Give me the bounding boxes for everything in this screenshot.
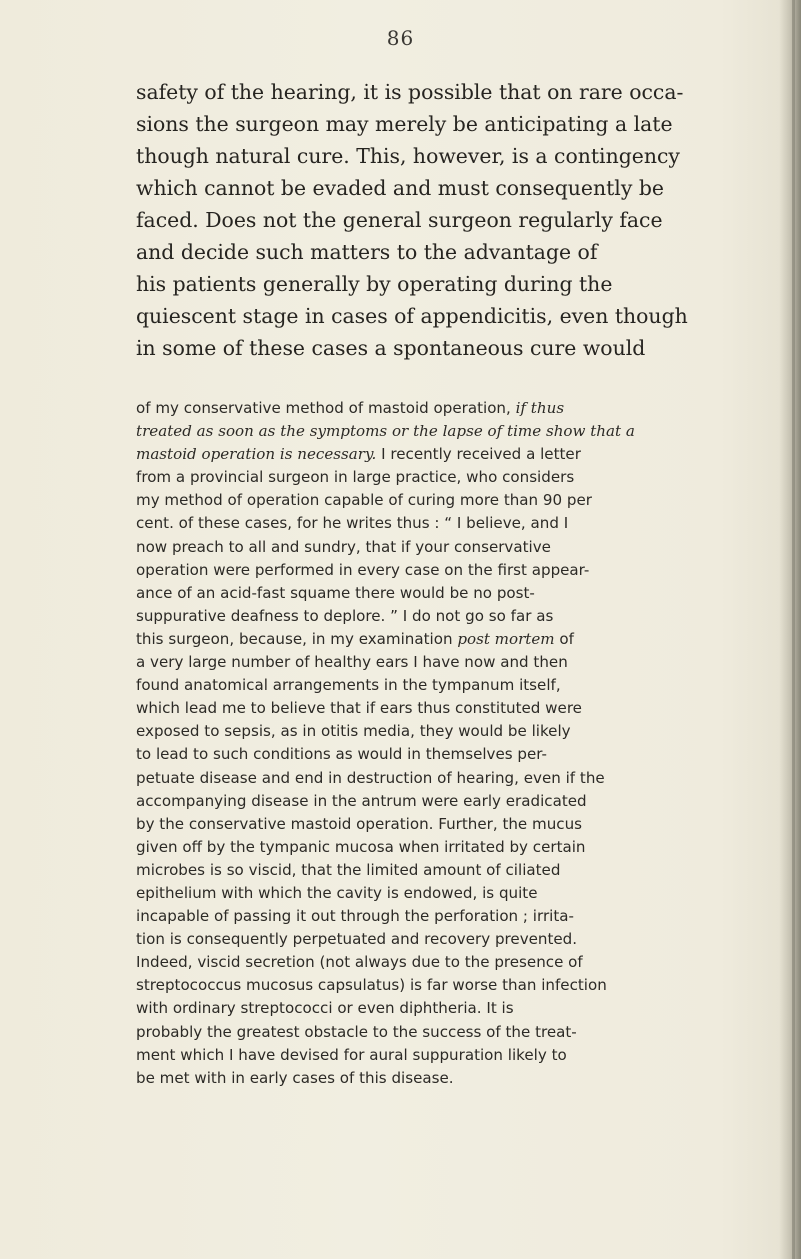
note-line: streptococcus mucosus capsulatus) is far worse than infection [136,976,607,995]
note-line: by the conservative mastoid operation. Further, the mucus [136,814,583,833]
text-line: which cannot be evaded and must consequently be [136,176,664,200]
note-line: suppurative deafness to deplore. ” I do not go so far as [136,606,554,625]
note-text-run: I recently received a letter [376,445,581,464]
note-line [136,628,770,651]
note-line: exposed to sepsis, as in otitis media, they would be likely [136,722,571,741]
italic-run: treated as soon as the symptoms or the lapse of time show that a [136,422,635,441]
note-line [136,420,770,443]
note-line: to lead to such conditions as would in themselves per- [136,745,547,764]
note-line: which lead me to believe that if ears thus constituted were [136,699,582,718]
note-line [136,443,770,466]
note-line: a very large number of healthy ears I have now and then [136,653,568,672]
note-line: my method of operation capable of curing more than 90 per [136,491,592,510]
note-text-run: of [554,629,574,648]
text-line: sions the surgeon may merely be anticipating a late [136,112,673,136]
italic-run: post mortem [457,629,555,648]
note-line: tion is consequently perpetuated and recovery prevented. [136,930,578,949]
note-line: ment which I have devised for aural suppuration likely to [136,1045,567,1064]
note-line: cent. of these cases, for he writes thus : “ I believe, and I [136,514,569,533]
note-line [136,397,770,420]
note-line: petuate disease and end in destruction of hearing, even if the [136,768,605,787]
text-line: quiescent stage in cases of appendicitis, even though [136,304,688,328]
main-paragraph [136,76,770,364]
binding-edge [792,0,795,1259]
text-line: and decide such matters to the advantage of [136,240,598,264]
note-line: microbes is so viscid, that the limited amount of ciliated [136,860,561,879]
note-line: probably the greatest obstacle to the success of the treat- [136,1022,577,1041]
note-line: epithelium with which the cavity is endowed, is quite [136,883,538,902]
note-text-run: of my conservative method of mastoid operation, [136,399,516,417]
note-line: ance of an acid-fast squame there would be no post- [136,583,535,602]
note-line: incapable of passing it out through the perforation ; irrita- [136,907,574,926]
text-line: his patients generally by operating during the [136,272,613,296]
text-line: though natural cure. This, however, is a contingency [136,144,680,168]
note-line: operation were performed in every case on the first appear- [136,560,590,579]
binding-shadow [779,0,801,1259]
note-line: from a provincial surgeon in large practice, who considers [136,468,575,487]
italic-run: mastoid operation is necessary. [136,445,377,464]
text-line: faced. Does not the general surgeon regularly face [136,208,663,232]
note-line: accompanying disease in the antrum were early eradicated [136,791,587,810]
text-line: in some of these cases a spontaneous cure would [136,336,646,360]
note-line: found anatomical arrangements in the tympanum itself, [136,676,561,695]
page-number: 86 [386,26,415,50]
note-text-run: this surgeon, because, in my examination [136,629,458,648]
note-line: be met with in early cases of this disease. [136,1068,454,1087]
note-paragraph [136,397,770,1090]
italic-run: if thus [515,399,565,417]
note-line: now preach to all and sundry, that if your conservative [136,537,551,556]
note-line: given off by the tympanic mucosa when irritated by certain [136,837,586,856]
note-line: Indeed, viscid secretion (not always due to the presence of [136,953,583,972]
text-line: safety of the hearing, it is possible that on rare occa- [136,80,684,104]
note-line: with ordinary streptococci or even diphtheria. It is [136,999,514,1018]
